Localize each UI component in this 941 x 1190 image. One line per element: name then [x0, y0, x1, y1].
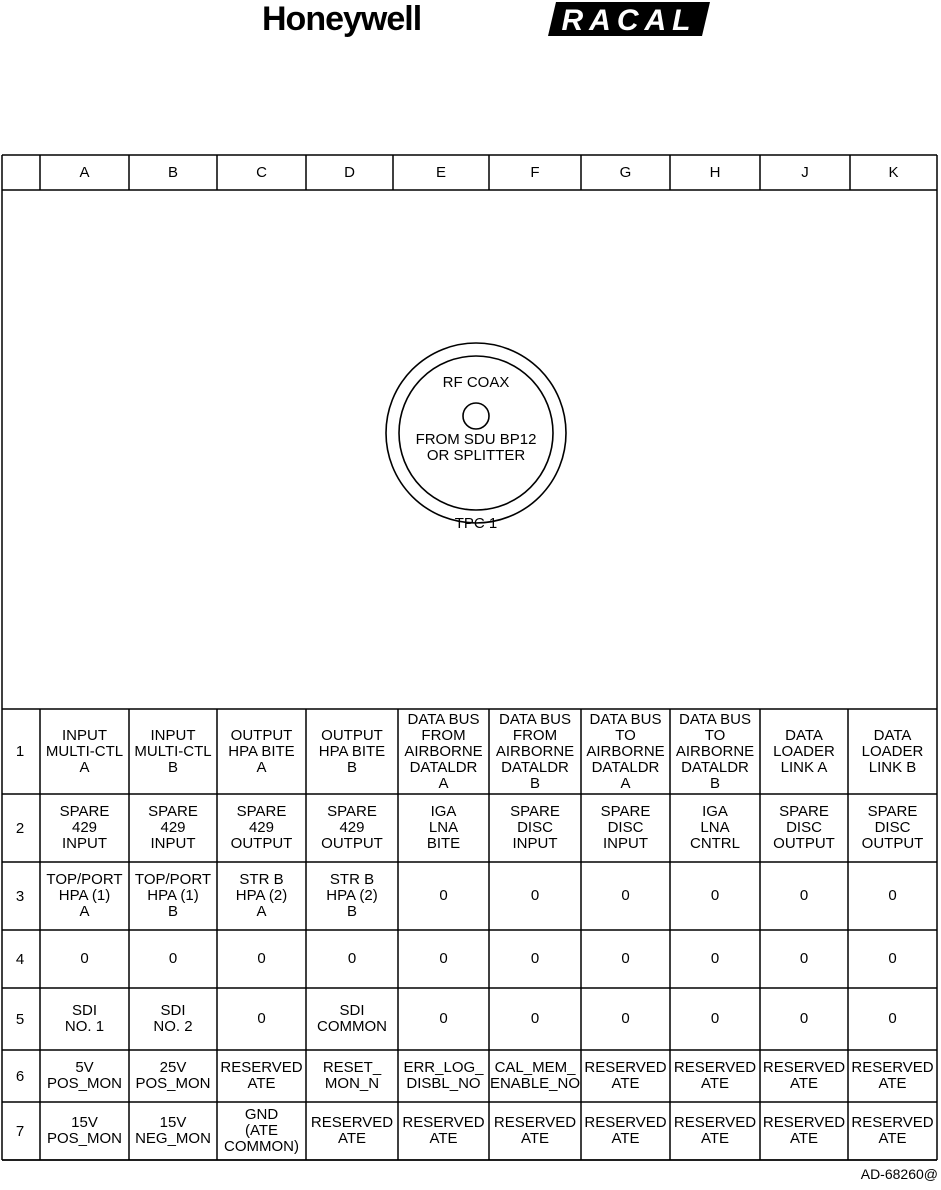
pin-cell-f4: 0 — [530, 950, 540, 967]
pin-cell-h6: RESERVED ATE — [673, 1059, 757, 1092]
column-header-c: C — [256, 163, 267, 181]
column-header-b: B — [167, 163, 178, 181]
pin-cell-e1: DATA BUS FROM AIRBORNE DATALDR A — [404, 710, 483, 792]
pin-cell-f3: 0 — [530, 887, 540, 904]
column-header-d: D — [344, 163, 355, 181]
row-label-1: 1 — [15, 743, 25, 760]
pin-cell-h2: IGA LNA CNTRL — [689, 803, 740, 852]
pin-cell-b2: SPARE 429 INPUT — [148, 803, 198, 852]
row-label-4: 4 — [15, 950, 25, 968]
pin-cell-g4: 0 — [621, 950, 630, 967]
pin-cell-g7: RESERVED ATE — [584, 1114, 667, 1147]
pin-cell-b7: 15V NEG_MON — [135, 1114, 211, 1147]
pin-cell-h7: RESERVED ATE — [673, 1114, 757, 1147]
pin-cell-a3: TOP/PORT HPA (1) A — [46, 871, 123, 920]
pin-cell-f2: SPARE DISC INPUT — [510, 803, 560, 852]
pin-cell-k3: 0 — [888, 887, 897, 904]
pin-cell-g5: 0 — [621, 1010, 630, 1027]
pin-cell-d3: STR B HPA (2) B — [326, 871, 378, 920]
connector-label-bottom: FROM SDU BP12 OR SPLITTER — [415, 431, 537, 464]
pin-cell-h4: 0 — [710, 950, 720, 967]
pin-cell-c6: RESERVED ATE — [220, 1059, 303, 1092]
pin-cell-e7: RESERVED ATE — [402, 1114, 485, 1147]
pin-cell-g1: DATA BUS TO AIRBORNE DATALDR A — [586, 710, 665, 792]
column-header-f: F — [530, 163, 540, 181]
pin-cell-e4: 0 — [439, 950, 448, 967]
pin-cell-d6: RESET_ MON_N — [322, 1059, 382, 1092]
pin-cell-a5: SDI NO. 1 — [64, 1002, 105, 1035]
pin-cell-b6: 25V POS_MON — [135, 1059, 211, 1092]
pin-cell-c5: 0 — [257, 1010, 266, 1027]
coax-pin-icon — [463, 403, 489, 429]
row-label-5: 5 — [15, 1010, 25, 1028]
pin-cell-a7: 15V POS_MON — [46, 1114, 122, 1147]
pin-cell-g3: 0 — [621, 887, 630, 904]
pin-cell-j1: DATA LOADER LINK A — [773, 726, 835, 776]
pin-cell-d1: OUTPUT HPA BITE B — [318, 726, 386, 776]
pin-cell-f5: 0 — [530, 1010, 540, 1027]
pin-cell-f6: CAL_MEM_ ENABLE_NO — [489, 1059, 581, 1092]
pin-cell-g2: SPARE DISC INPUT — [600, 803, 651, 852]
pin-cell-f1: DATA BUS FROM AIRBORNE DATALDR B — [495, 710, 575, 792]
pin-cell-j4: 0 — [799, 950, 809, 967]
column-header-j: J — [801, 163, 809, 181]
pin-cell-j3: 0 — [799, 887, 809, 904]
pin-cell-b5: SDI NO. 2 — [153, 1002, 193, 1035]
pin-cell-d2: SPARE 429 OUTPUT — [321, 803, 383, 852]
pin-cell-g6: RESERVED ATE — [584, 1059, 667, 1092]
pin-cell-a1: INPUT MULTI-CTL A — [45, 726, 124, 776]
row-label-6: 6 — [15, 1067, 25, 1085]
pin-cell-d4: 0 — [347, 950, 357, 967]
pin-cell-e3: 0 — [439, 887, 448, 904]
pin-cell-k7: RESERVED ATE — [851, 1114, 934, 1147]
svg-text:RACAL: RACAL — [561, 4, 697, 36]
pin-cell-b3: TOP/PORT HPA (1) B — [134, 871, 212, 920]
pin-cell-c3: STR B HPA (2) A — [235, 871, 288, 920]
pin-cell-c4: 0 — [257, 950, 266, 967]
pin-cell-j7: RESERVED ATE — [762, 1114, 846, 1147]
pin-cell-k2: SPARE DISC OUTPUT — [861, 803, 924, 852]
pin-cell-f7: RESERVED ATE — [493, 1114, 577, 1147]
pin-cell-a4: 0 — [80, 950, 89, 967]
pin-cell-k4: 0 — [888, 950, 897, 967]
column-header-e: E — [435, 163, 446, 181]
pin-cell-e6: ERR_LOG_ DISBL_NO — [403, 1059, 484, 1092]
honeywell-logo: Honeywell — [262, 0, 422, 38]
pin-cell-k5: 0 — [888, 1010, 897, 1027]
pin-cell-b4: 0 — [168, 950, 178, 967]
pin-cell-k1: DATA LOADER LINK B — [861, 726, 924, 776]
pin-cell-e5: 0 — [439, 1010, 448, 1027]
pin-cell-e2: IGA LNA BITE — [426, 803, 461, 852]
pin-cell-c2: SPARE 429 OUTPUT — [230, 803, 293, 852]
column-header-g: G — [619, 163, 632, 181]
pin-cell-j2: SPARE DISC OUTPUT — [773, 803, 835, 852]
document-id: AD-68260@ — [860, 1166, 938, 1182]
column-header-a: A — [79, 163, 90, 181]
row-label-3: 3 — [15, 887, 25, 905]
pin-cell-k6: RESERVED ATE — [851, 1059, 934, 1092]
pin-cell-b1: INPUT MULTI-CTL B — [134, 726, 212, 776]
connector-name: TPC 1 — [454, 515, 498, 532]
pin-cell-c7: GND (ATE COMMON) — [224, 1106, 299, 1155]
row-label-7: 7 — [15, 1122, 25, 1140]
pin-cell-h5: 0 — [710, 1010, 720, 1027]
column-header-h: H — [709, 163, 721, 181]
pin-cell-a6: 5V POS_MON — [46, 1059, 122, 1092]
pin-cell-h3: 0 — [710, 887, 720, 904]
column-header-k: K — [888, 163, 899, 181]
pin-cell-a2: SPARE 429 INPUT — [59, 803, 110, 852]
pin-cell-j6: RESERVED ATE — [762, 1059, 846, 1092]
connector-label-top: RF COAX — [442, 374, 510, 391]
pin-cell-j5: 0 — [799, 1010, 809, 1027]
pin-cell-h1: DATA BUS TO AIRBORNE DATALDR B — [675, 710, 755, 792]
pin-cell-d5: SDI COMMON — [317, 1002, 387, 1035]
row-label-2: 2 — [15, 819, 25, 837]
pin-cell-d7: RESERVED ATE — [310, 1114, 394, 1147]
pin-cell-c1: OUTPUT HPA BITE A — [228, 726, 295, 776]
